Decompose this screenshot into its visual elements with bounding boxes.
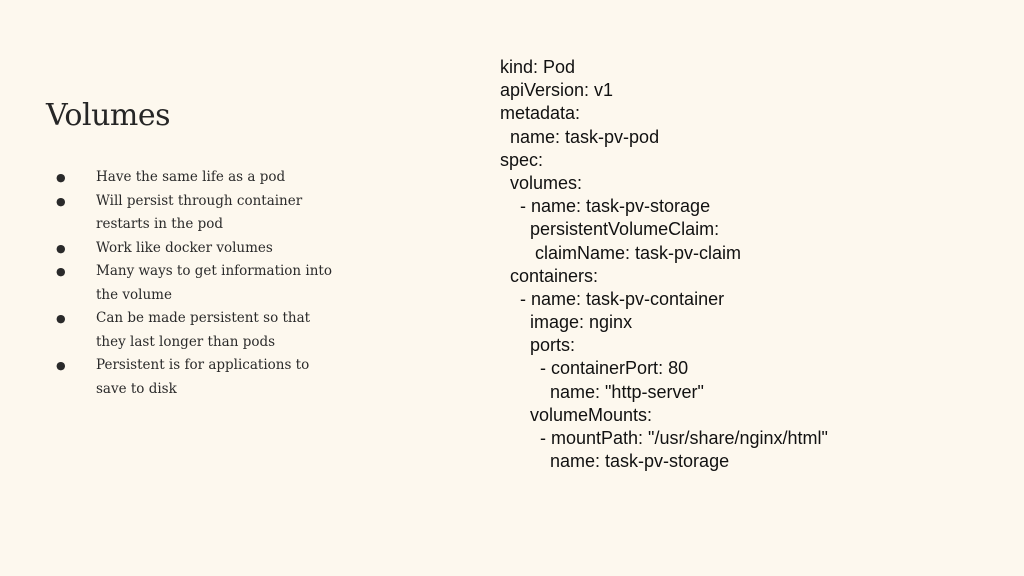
- code-line: volumeMounts:: [500, 404, 653, 425]
- code-line: image: nginx: [500, 312, 633, 333]
- bullet-text: Can be made persistent so that they last longer than pods: [96, 310, 311, 350]
- yaml-code-block: [500, 56, 828, 473]
- bullet-list: [52, 166, 342, 401]
- bullet-dot-icon: ●: [56, 194, 66, 208]
- code-line: kind: Pod: [500, 57, 576, 77]
- code-line: metadata:: [500, 103, 581, 124]
- bullet-dot-icon: ●: [56, 359, 66, 372]
- bullet-text: Many ways to get information into the volume: [96, 263, 332, 303]
- bullet-text: Persistent is for applications to save to disk: [96, 357, 310, 397]
- bullet-item: [52, 354, 342, 401]
- code-line: - name: task-pv-storage: [500, 196, 711, 217]
- slide-title: Volumes: [46, 98, 170, 133]
- bullet-dot-icon: ●: [56, 265, 66, 278]
- code-line: ports:: [500, 335, 576, 356]
- code-line: name: task-pv-storage: [500, 451, 730, 472]
- code-line: persistentVolumeClaim:: [500, 219, 720, 240]
- bullet-text: Have the same life as a pod: [96, 169, 286, 185]
- code-line: - name: task-pv-container: [500, 288, 725, 309]
- code-line: - containerPort: 80: [500, 358, 689, 379]
- code-line: containers:: [500, 265, 599, 286]
- bullet-item: [52, 190, 342, 237]
- code-line: name: task-pv-pod: [500, 126, 660, 147]
- code-line: volumes:: [500, 172, 583, 193]
- code-line: - mountPath: "/usr/share/nginx/html": [500, 428, 828, 448]
- bullet-item: [52, 260, 342, 307]
- bullet-dot-icon: ●: [56, 312, 66, 325]
- bullet-item: [52, 237, 342, 261]
- bullet-dot-icon: ●: [56, 241, 66, 255]
- code-line: apiVersion: v1: [500, 80, 614, 101]
- bullet-dot-icon: ●: [56, 171, 66, 184]
- code-line: name: "http-server": [500, 381, 704, 402]
- bullet-text: Will persist through container restarts in the pod: [96, 192, 303, 232]
- bullet-text: Work like docker volumes: [96, 239, 273, 256]
- bullet-item: [52, 166, 342, 190]
- bullet-item: [52, 307, 342, 354]
- code-line: spec:: [500, 149, 544, 170]
- code-line: claimName: task-pv-claim: [500, 242, 742, 263]
